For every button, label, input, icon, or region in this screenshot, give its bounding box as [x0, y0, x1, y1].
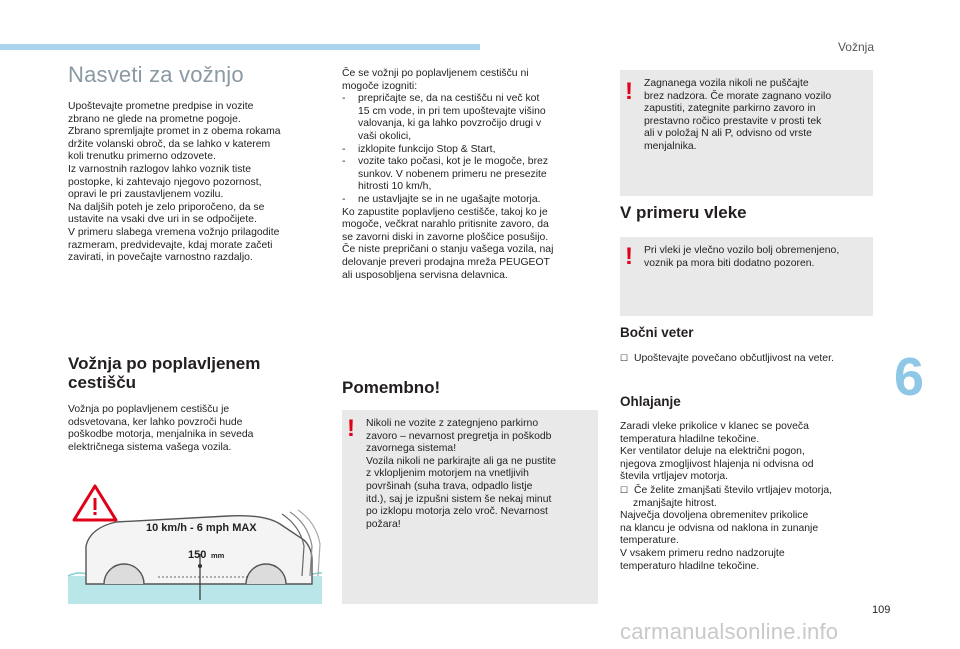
text-line: Če želite zmanjšati število vrtljajev motorja, [634, 484, 833, 496]
warning-text [644, 245, 870, 270]
text-line: sunkov. V nobenem primeru ne presezite [358, 168, 547, 180]
crosswind-title: Bočni veter [620, 325, 694, 340]
text-line: valovanja, ki ga lahko povzročijo drugi v [358, 118, 542, 130]
text-line: zapustiti, zategnite parkirno zavoro in [644, 103, 816, 115]
text-line: prestavno ročico prestavite v prosti tek [644, 115, 822, 127]
text-line: razmeram, predvidevajte, kdaj morate začeti [68, 239, 273, 251]
warning-text [644, 78, 870, 154]
cooling-title: Ohlajanje [620, 394, 681, 409]
text-line: postopke, ki zahtevajo njegovo pozornost, [68, 176, 262, 188]
text-line: Zaradi vleke prikolice v klanec se poveča [620, 421, 809, 432]
text-line: menjalnika. [644, 140, 697, 152]
text-line: poškodbe motorja, menjalnika in seveda [68, 429, 254, 441]
column-1 [68, 62, 318, 265]
text-line: držite volanski obroč, da se lahko v katerem [68, 138, 271, 150]
check-box-icon: ☐ [620, 353, 629, 363]
chapter-number: 6 [894, 347, 925, 407]
text-line: 15 cm vode, in pri tem upoštevajte višino [358, 105, 546, 117]
section-header: Vožnja [837, 40, 874, 54]
text-line: vaši okolici, [358, 130, 412, 142]
page-title: Nasveti za vožnjo [68, 62, 244, 87]
list-item [620, 484, 876, 498]
intro-paragraph [68, 101, 318, 265]
warning-icon: ! [625, 243, 633, 270]
text-line: Največja dovoljena obremenitev prikolice [620, 510, 809, 522]
text-line: zmanjšajte hitrost. [633, 497, 717, 509]
text-line: cestišču [68, 373, 137, 392]
text-line: opravi le pri zaustavljenem vozilu. [68, 189, 224, 201]
text-line: itd.), saj je izpušni sistem še nekaj minut [366, 493, 552, 505]
crosswind-item [620, 352, 876, 366]
flood-steps-list [342, 93, 594, 206]
text-line: se zavorni diski in zavorne ploščice posušijo. [342, 231, 549, 243]
text-line: koli trenutku primerno odzovete. [68, 151, 216, 163]
text-line: Upoštevajte prometne predpise in vozite [68, 101, 254, 112]
important-title: Pomembno! [342, 378, 441, 397]
text-line: Pri vleki je vlečno vozilo bolj obremenjeno, [644, 245, 840, 256]
text-line: električnega sistema vašega vozila. [68, 441, 232, 453]
text-line: delovanje preveri prodajna mreža PEUGEOT [342, 256, 550, 268]
text-line: zavornega sistema! [366, 443, 457, 455]
depth-unit: mm [211, 551, 225, 560]
depth-value: 150 [188, 549, 207, 561]
text-line: Ko zapustite poplavljeno cestišče, takoj ko je [342, 206, 548, 218]
column-2 [342, 68, 594, 282]
text-line: Vožnja po poplavljenem [68, 354, 261, 373]
cooling-paragraph [620, 421, 876, 573]
flood-section-title [68, 354, 318, 392]
text-line: voznik pa mora biti dodatno pozoren. [644, 257, 815, 269]
text-line: Če niste prepričani o stanju vašega vozila, naj [342, 244, 554, 256]
text-line: Na daljših poteh je zelo priporočeno, da se [68, 201, 265, 213]
text-line: njegova zmogljivost hlajenja ni odvisna od [620, 458, 814, 470]
text-line: - izklopite funkcijo Stop & Start, [358, 143, 496, 155]
text-line: požara! [366, 518, 401, 530]
text-line: po izklopu motorja zelo vroč. Nevarnost [366, 506, 548, 518]
text-line: V vsakem primeru redno nadzorujte [620, 547, 785, 559]
text-line: ali usposobljena servisna delavnica. [342, 269, 508, 281]
watermark: carmanualsonline.info [620, 619, 839, 644]
text-line: mogoče izogniti: [342, 80, 418, 92]
text-line: zavoro – nevarnost pregretja in poškodb [366, 430, 552, 442]
text-line: Upoštevajte povečano občutljivost na veter. [634, 353, 834, 364]
text-line: števila vrtljajev motorja. [620, 471, 728, 483]
text-line: zbrano ne glede na prometne pogoje. [68, 113, 241, 125]
text-line: Nikoli ne vozite z zategnjeno parkirno [366, 418, 539, 429]
towing-section-title: V primeru vleke [620, 203, 747, 222]
text-line: brez nadzora. Če morate zagnano vozilo [644, 90, 832, 102]
text-line: površinah (suha trava, odpadlo listje [366, 480, 533, 492]
speed-label: 10 km/h - 6 mph MAX [146, 522, 257, 534]
text-line: temperatura hladilne tekočine. [620, 433, 760, 445]
warning-text [366, 418, 594, 531]
text-line: - vozite tako počasi, kot je le mogoče, brez [358, 156, 549, 168]
text-line: Zbrano spremljajte promet in z obema rokama [68, 126, 281, 138]
text-line: temperature. [620, 535, 679, 547]
text-line: hitrosti 10 km/h, [358, 181, 432, 193]
text-line: Vozila nikoli ne parkirajte ali ga ne pustite [366, 455, 557, 467]
towing-warning-box [620, 237, 873, 316]
text-line: V primeru slabega vremena vožnjo prilagodite [68, 226, 280, 238]
unattended-vehicle-warning [620, 70, 873, 196]
text-line: Če se vožnji po poplavljenem cestišču ni [342, 68, 529, 79]
list-item [342, 194, 594, 207]
text-line: mogoče, večkrat narahlo pritisnite zavoro, da [342, 219, 549, 231]
text-line: ustavite na vsaki dve uri in se odpočijete. [68, 214, 257, 226]
text-line: Iz varnostnih razlogov lahko voznik tiste [68, 163, 252, 175]
text-line: temperaturo hladilne tekočine. [620, 560, 760, 572]
text-line: Zagnanega vozila nikoli ne puščajte [644, 78, 809, 89]
text-line: Ker ventilator deluje na električni pogon, [620, 446, 805, 458]
check-box-icon: ☐ [620, 484, 629, 495]
page-number: 109 [872, 604, 891, 616]
text-line: - prepričajte se, da na cestišču ni več kot [358, 93, 540, 105]
text-line: z vklopljenim motorjem na vnetljivih [366, 468, 529, 480]
list-item [342, 156, 594, 194]
warning-icon: ! [625, 78, 633, 105]
warning-icon: ! [347, 415, 355, 442]
list-item [342, 93, 594, 143]
text-line: Vožnja po poplavljenem cestišču je [68, 404, 230, 415]
important-warning-box [342, 410, 598, 604]
flood-illustration [68, 484, 322, 604]
text-line: zavirati, in povečajte varnostno razdaljo. [68, 252, 253, 264]
text-line: odsvetovana, ker lahko povzroči hude [68, 416, 243, 428]
text-line: - ne ustavljajte se in ne ugašajte motorja. [358, 193, 541, 205]
text-line: ali v položaj N ali P, odvisno od vrste [644, 128, 812, 140]
header-accent-bar [0, 44, 480, 50]
flood-paragraph [68, 404, 318, 454]
text-line: na klancu je odvisna od naklona in zunanje [620, 522, 819, 534]
list-item [342, 144, 594, 157]
